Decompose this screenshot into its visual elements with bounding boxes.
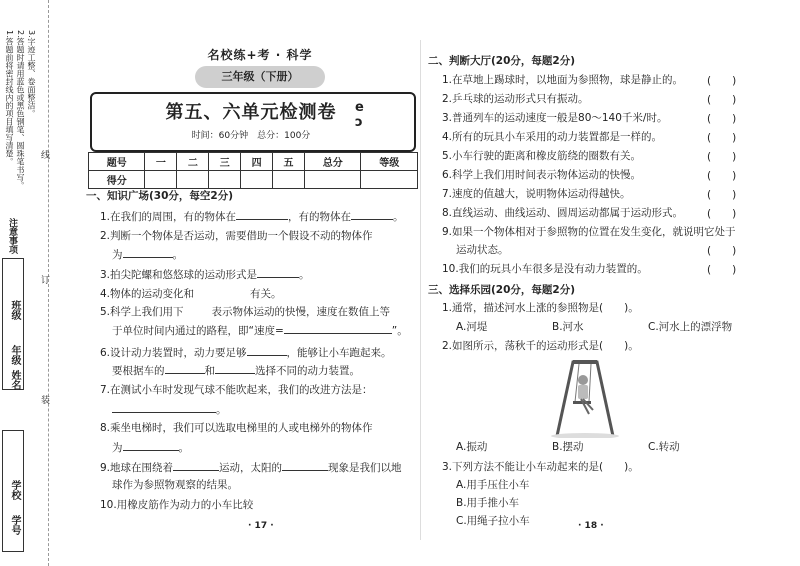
s2-item-7: 7.速度的值越大，说明物体运动得越快。	[442, 188, 631, 200]
score-header-cell: 一	[145, 153, 177, 171]
s2-item-9: 9.如果一个物体相对于参照物的位置在发生变化，就说明它处于	[442, 226, 736, 238]
answer-paren[interactable]: ( )	[707, 113, 737, 125]
s3-q3-option-a[interactable]: A.用手压住小车	[456, 479, 530, 491]
s3-q2-option-a[interactable]: A.振动	[456, 441, 488, 453]
swing-illustration	[545, 356, 625, 438]
s1-question-5-cont: 于单位时间内通过的路程，即“速度= ”。	[112, 325, 408, 337]
grade-label: 年级	[9, 345, 20, 365]
score-header-cell: 等级	[361, 153, 418, 171]
section-2-title: 二、判断大厅(20分，每题2分)	[428, 55, 576, 67]
answer-blank[interactable]	[123, 440, 179, 451]
answer-blank[interactable]	[173, 460, 219, 471]
answer-paren[interactable]: ( )	[707, 245, 737, 257]
grade-badge: 三年级（下册）	[195, 66, 325, 88]
s2-item-3: 3.普通列车的运动速度一般是80～140千米/时。	[442, 112, 668, 124]
s1-question-10: 10.用橡皮筋作为动力的小车比较	[100, 499, 254, 511]
s1-question-2-cont: 为 。	[112, 249, 183, 261]
score-header-cell: 五	[273, 153, 305, 171]
answer-blank[interactable]	[247, 345, 287, 356]
score-cell[interactable]	[209, 171, 241, 189]
answer-blank[interactable]	[282, 460, 328, 471]
s1-question-3: 3.拍尖陀螺和悠悠球的运动形式是 。	[100, 269, 310, 281]
score-cell[interactable]	[305, 171, 361, 189]
s3-q3-option-c[interactable]: C.用绳子拉小车	[456, 515, 530, 527]
s3-q1-option-c[interactable]: C.河水上的漂浮物	[648, 321, 733, 333]
score-cell[interactable]	[177, 171, 209, 189]
score-header-cell: 二	[177, 153, 209, 171]
cut-mark-line: 线	[39, 150, 49, 159]
s3-q1-option-a[interactable]: A.河堤	[456, 321, 488, 333]
score-table-score-row	[89, 171, 418, 189]
s3-q1-option-b[interactable]: B.河水	[552, 321, 584, 333]
s2-item-6: 6.科学上我们用时间表示物体运动的快慢。	[442, 169, 642, 181]
s1-question-9-cont: 球作为参照物观察的结果。	[112, 479, 238, 491]
answer-paren[interactable]: ( )	[707, 151, 737, 163]
score-header-cell: 总分	[305, 153, 361, 171]
score-table-header-row	[89, 153, 418, 171]
score-header-cell: 题号	[89, 153, 145, 171]
answer-paren[interactable]: ( )	[707, 132, 737, 144]
corner-decoration: e ↄ	[355, 100, 364, 130]
answer-paren[interactable]: ( )	[707, 264, 737, 276]
s1-question-8: 8.乘坐电梯时，我们可以选取电梯里的人或电梯外的物体作	[100, 422, 373, 434]
s2-item-1: 1.在草地上踢球时，以地面为参照物，球是静止的。	[442, 74, 684, 86]
series-title: 名校练+考 · 科学	[207, 48, 313, 62]
number-label: 学号	[9, 515, 20, 535]
s1-question-5: 5.科学上我们用下 表示物体运动的快慢，速度在数值上等	[100, 306, 391, 318]
s1-question-4: 4.物体的运动变化和 有关。	[100, 288, 282, 300]
s3-question-2: 2.如图所示，荡秋千的运动形式是( )。	[442, 340, 639, 352]
s2-item-4: 4.所有的玩具小车采用的动力装置都是一样的。	[442, 131, 663, 143]
answer-blank[interactable]	[284, 323, 392, 334]
s1-question-9: 9.地球在围绕着 运动，太阳的 现象是我们以地	[100, 462, 402, 474]
cut-mark-install: 装	[39, 395, 49, 404]
s3-q3-option-b[interactable]: B.用手推小车	[456, 497, 520, 509]
name-label: 姓名	[9, 370, 20, 390]
answer-blank[interactable]	[215, 363, 255, 374]
section-1-title: 一、知识广场(30分，每空2分)	[86, 190, 234, 202]
score-cell[interactable]	[145, 171, 177, 189]
section-3-title: 三、选择乐园(20分，每题2分)	[428, 284, 576, 296]
class-label: 班级	[9, 300, 20, 320]
score-row-label: 得分	[89, 171, 145, 189]
answer-blank[interactable]	[123, 247, 173, 258]
answer-paren[interactable]: ( )	[707, 189, 737, 201]
school-label: 学校	[9, 480, 20, 500]
page-number-right: · 18 ·	[578, 521, 604, 531]
answer-paren[interactable]: ( )	[707, 208, 737, 220]
s3-q2-option-c[interactable]: C.转动	[648, 441, 680, 453]
s2-item-2: 2.乒乓球的运动形式只有振动。	[442, 93, 589, 105]
answer-paren[interactable]: ( )	[707, 170, 737, 182]
s1-question-7-cont: 。	[112, 402, 227, 417]
binding-margin	[0, 0, 49, 566]
answer-blank[interactable]	[257, 267, 299, 278]
s2-item-5: 5.小车行驶的距离和橡皮筋绕的圈数有关。	[442, 150, 642, 162]
score-cell[interactable]	[361, 171, 418, 189]
s2-item-10: 10.我们的玩具小车很多是没有动力装置的。	[442, 263, 648, 275]
notice-line-3: 3.字迹工整、卷面整洁。	[27, 30, 36, 118]
page-number-left: · 17 ·	[248, 521, 274, 531]
s3-q2-option-b[interactable]: B.摆动	[552, 441, 584, 453]
answer-paren[interactable]: ( )	[707, 94, 737, 106]
s1-question-7: 7.在测试小车时发现气球不能吹起来，我们的改进方法是：	[100, 384, 373, 396]
s1-question-2: 2.判断一个物体是否运动，需要借助一个假设不动的物体作	[100, 230, 373, 242]
answer-blank[interactable]	[351, 209, 393, 220]
score-header-cell: 四	[241, 153, 273, 171]
score-cell[interactable]	[273, 171, 305, 189]
cut-mark-bind: 订	[39, 275, 49, 284]
answer-blank[interactable]	[165, 363, 205, 374]
s1-question-6: 6.设计动力装置时，动力要足够 ，能够让小车跑起来。	[100, 347, 392, 359]
s1-question-8-cont: 为 。	[112, 442, 189, 454]
score-cell[interactable]	[241, 171, 273, 189]
answer-blank[interactable]	[112, 402, 216, 413]
score-header-cell: 三	[209, 153, 241, 171]
answer-blank[interactable]	[236, 209, 288, 220]
notice-line-2: 2.答题时请用蓝色或黑色钢笔、圆珠笔书写。	[16, 30, 25, 190]
notice-line-1: 1.答题前将密封线内的项目填写清楚。	[5, 30, 14, 166]
s1-question-1: 1.在我们的周围，有的物体在 ，有的物体在 。	[100, 211, 404, 223]
score-table	[88, 152, 418, 189]
answer-paren[interactable]: ( )	[707, 75, 737, 87]
s2-item-8: 8.直线运动、曲线运动、圆周运动都属于运动形式。	[442, 207, 684, 219]
s3-question-3: 3.下列方法不能让小车动起来的是( )。	[442, 461, 639, 473]
s3-question-1: 1.通常，描述河水上涨的参照物是( )。	[442, 302, 639, 314]
page-divider	[420, 40, 421, 540]
s1-question-6-cont: 要根据车的 和 选择不同的动力装置。	[112, 365, 360, 377]
s2-item-9-cont: 运动状态。	[456, 244, 509, 256]
page-title: 第五、六单元检测卷	[165, 102, 337, 123]
notice-title: 注意事项	[7, 218, 17, 254]
exam-meta: 时间：60分钟 总分：100分	[191, 131, 311, 141]
